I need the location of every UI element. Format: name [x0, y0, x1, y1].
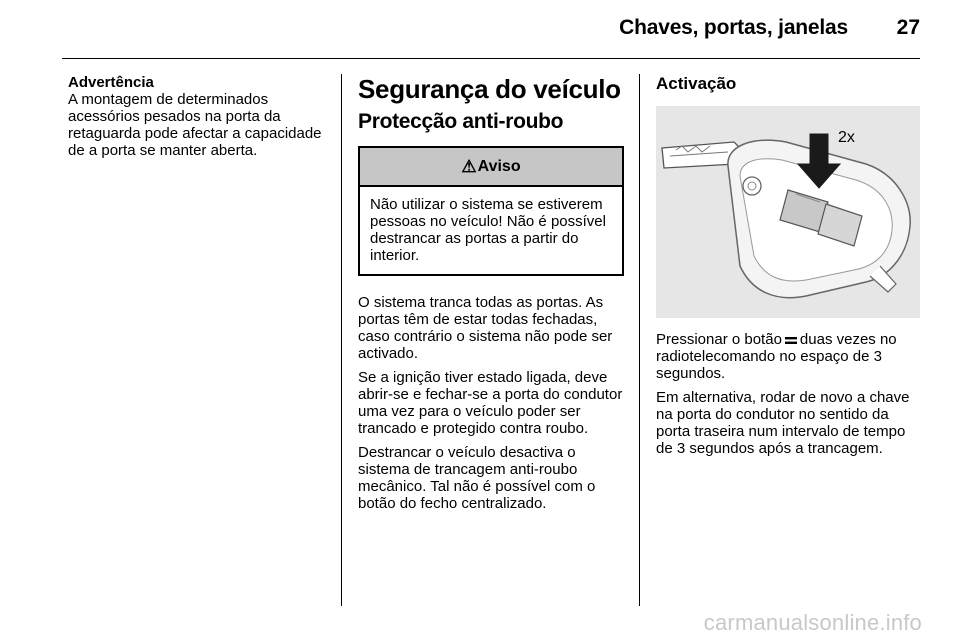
paragraph: O sistema tranca todas as portas. As portas têm de estar todas fechadas, caso contrário o sistema não pode ser activado. — [358, 294, 613, 362]
key-fob-illustration — [656, 106, 920, 318]
figure-label: 2x — [838, 129, 855, 146]
column-middle — [358, 74, 624, 519]
activation-heading: Activação — [656, 74, 737, 93]
column-right — [656, 74, 922, 464]
paragraph: Destrancar o veículo desactiva o sistema de trancagem anti-roubo mecânico. Tal não é possível com o botão do fecho centralizado. — [358, 444, 596, 512]
running-header-title: Chaves, portas, janelas — [619, 16, 848, 39]
warning-label: Advertência — [68, 74, 154, 91]
paragraph: Em alternativa, rodar de novo a chave na porta do condutor no sentido da porta traseira num intervalo de tempo de 3 segundos após a trancagem. — [656, 389, 910, 457]
column-divider — [341, 74, 342, 606]
section-title: Segurança do veículo — [358, 74, 621, 104]
paragraph — [656, 331, 922, 382]
column-divider — [639, 74, 640, 606]
column-left — [68, 74, 330, 159]
notice-title: Aviso — [477, 158, 521, 175]
notice-header — [360, 148, 622, 187]
warning-triangle-icon: ⚠ — [461, 157, 477, 176]
key-fob-figure — [656, 106, 920, 318]
watermark-link[interactable]: carmanualsonline.info — [703, 610, 922, 635]
notice-text: Não utilizar o sistema se estiverem pessoas no veículo! Não é possível destrancar as portas a partir do interior. — [370, 196, 606, 264]
paragraph-part: duas vezes no radiotelecomando no espaço de 3 segundos. — [656, 331, 897, 382]
page-number: 27 — [896, 16, 920, 39]
warning-text: A montagem de determinados acessórios pesados na porta da retaguarda pode afectar a capacidade de a porta se manter aberta. — [68, 91, 322, 159]
subsection-title: Protecção anti-roubo — [358, 110, 564, 133]
lock-button-icon — [784, 336, 798, 345]
paragraph-part: Pressionar o botão — [656, 331, 782, 348]
notice-box — [358, 146, 624, 276]
header-rule — [62, 58, 920, 59]
paragraph: Se a ignição tiver estado ligada, deve abrir-se e fechar-se a porta do condutor uma vez para o veículo poder ser trancado e protegido contra roubo. — [358, 369, 623, 437]
